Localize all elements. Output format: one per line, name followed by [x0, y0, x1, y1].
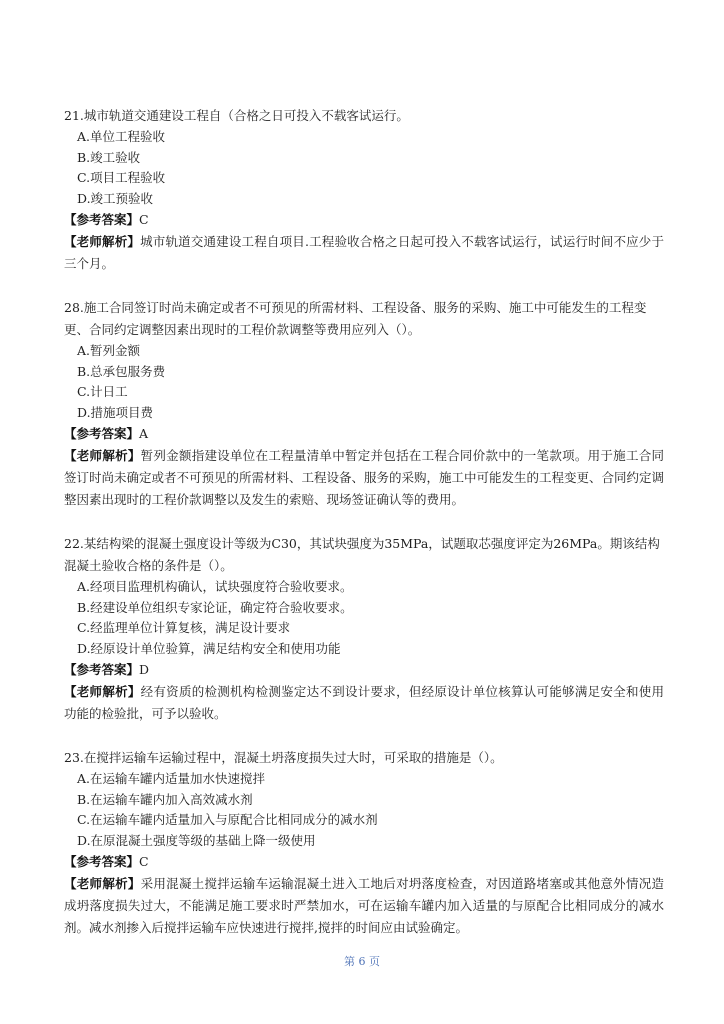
reference-answer — [64, 851, 664, 873]
question-stem: 22.某结构梁的混凝土强度设计等级为C30，其试块强度为35MPa，试题取芯强度评定为26MPa。期该结构混凝土验收合格的条件是（）。 — [64, 536, 660, 573]
analysis-text: 城市轨道交通建设工程自项目.工程验收合格之日起可投入不载客试运行，试运行时间不应少于三个月。 — [64, 234, 664, 271]
answer-value: D — [139, 662, 150, 677]
question-28 — [64, 297, 664, 511]
analysis-tag: 【老师解析】 — [64, 448, 141, 463]
option-list — [64, 341, 664, 423]
option-d: D.措施项目费 — [77, 404, 154, 420]
option-c: C.在运输车罐内适量加入与原配合比相同成分的减水剂 — [77, 812, 378, 827]
analysis-text: 采用混凝土搅拌运输车运输混凝土进入工地后对坍落度检查，对因道路堵塞或其他意外情况造成坍落度损失过大，不能满足施工要求时严禁加水，可在运输车罐内加入适量的与原配合比相同成分的减水剂。减水剂掺入后搅拌运输车应快速进行搅拌,搅拌的时间应由试验确定。 — [64, 876, 664, 935]
option-a: A.在运输车罐内适量加水快速搅拌 — [77, 771, 266, 786]
teacher-analysis — [64, 231, 664, 275]
option-b: B.竣工验收 — [77, 149, 141, 165]
option-a: A.经项目监理机构确认，试块强度符合验收要求。 — [77, 579, 353, 594]
answer-value: A — [139, 426, 149, 441]
option-b: B.总承包服务费 — [77, 363, 166, 379]
question-stem: 28.施工合同签订时尚未确定或者不可预见的所需材料、工程设备、服务的采购、施工中可能发生的工程变更、合同约定调整因素出现时的工程价款调整等费用应列入（）。 — [64, 300, 647, 337]
option-a: A.暂列金额 — [77, 343, 141, 358]
option-d: D.在原混凝土强度等级的基础上降一级使用 — [77, 832, 316, 848]
page-number: 第 6 页 — [344, 955, 380, 968]
analysis-tag: 【老师解析】 — [64, 234, 141, 249]
analysis-text: 经有资质的检测机构检测鉴定达不到设计要求，但经原设计单位核算认可能够满足安全和使用功能的检验批，可予以验收。 — [64, 684, 664, 721]
answer-tag: 【参考答案】 — [64, 854, 140, 869]
question-21 — [64, 105, 664, 275]
reference-answer — [64, 659, 664, 681]
document-page — [64, 105, 664, 961]
answer-tag: 【参考答案】 — [64, 212, 140, 227]
option-c: C.项目工程验收 — [77, 170, 166, 185]
teacher-analysis — [64, 873, 664, 939]
reference-answer — [64, 209, 664, 231]
option-b: B.经建设单位组织专家论证，确定符合验收要求。 — [77, 599, 353, 615]
analysis-tag: 【老师解析】 — [64, 876, 141, 891]
option-list — [64, 769, 664, 851]
teacher-analysis — [64, 445, 664, 511]
option-b: B.在运输车罐内加入高效减水剂 — [77, 791, 253, 807]
answer-value: C — [139, 212, 149, 227]
option-list — [64, 577, 664, 659]
teacher-analysis — [64, 681, 664, 725]
question-22 — [64, 533, 664, 725]
answer-value: C — [139, 854, 149, 869]
option-a: A.单位工程验收 — [77, 129, 166, 144]
analysis-text: 暂列金额指建设单位在工程量清单中暂定并包括在工程合同价款中的一笔款项。用于施工合同签订时尚未确定或者不可预见的所需材料、工程设备、服务的采购，施工中可能发生的工程变更、合同约定调整因素出现时的工程价款调整以及发生的索赔、现场签证确认等的费用。 — [64, 448, 665, 507]
answer-tag: 【参考答案】 — [64, 426, 140, 441]
question-stem: 21.城市轨道交通建设工程自（合格之日可投入不载客试运行。 — [64, 108, 409, 123]
reference-answer — [64, 423, 664, 445]
question-23 — [64, 747, 664, 939]
option-d: D.经原设计单位验算，满足结构安全和使用功能 — [77, 640, 341, 656]
option-c: C.计日工 — [77, 384, 128, 399]
analysis-tag: 【老师解析】 — [64, 684, 141, 699]
option-d: D.竣工预验收 — [77, 190, 154, 206]
option-list — [64, 127, 664, 209]
option-c: C.经监理单位计算复核，满足设计要求 — [77, 620, 291, 635]
question-stem: 23.在搅拌运输车运输过程中，混凝土坍落度损失过大时，可采取的措施是（）。 — [64, 750, 503, 765]
answer-tag: 【参考答案】 — [64, 662, 140, 677]
